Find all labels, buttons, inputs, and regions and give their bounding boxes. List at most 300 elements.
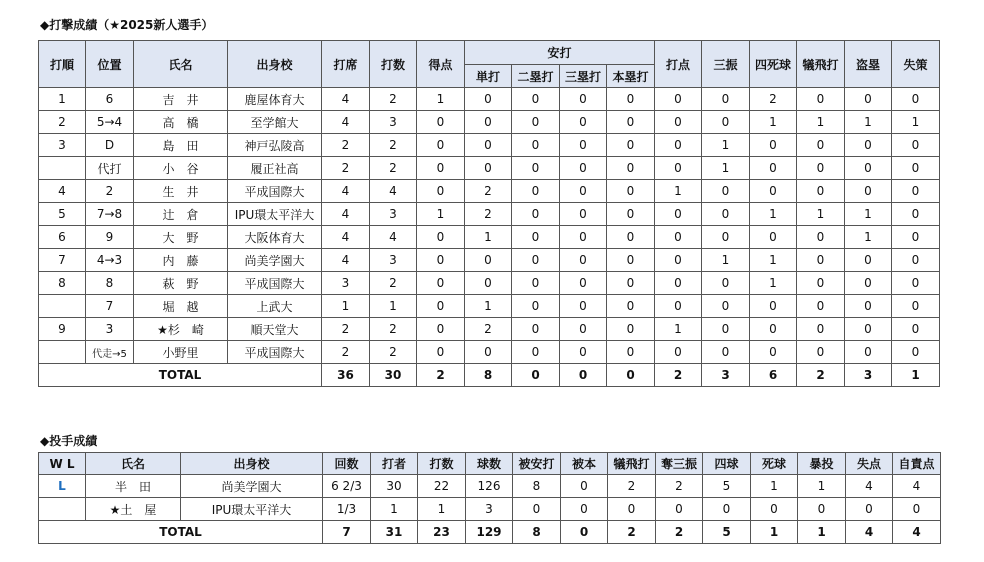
error-cell: 0 (892, 226, 940, 249)
hr-cell: 0 (607, 249, 655, 272)
order-cell: 3 (39, 134, 86, 157)
sb-cell: 1 (845, 111, 892, 134)
batter-row (39, 249, 940, 272)
batter-row (39, 157, 940, 180)
sb-cell: 0 (845, 88, 892, 111)
er-cell: 0 (893, 498, 941, 521)
header-runs: 得点 (417, 41, 465, 88)
sb-cell: 1 (845, 203, 892, 226)
rbi-cell: 0 (655, 111, 702, 134)
school-cell: IPU環太平洋大 (181, 498, 323, 521)
bb-cell: 0 (750, 341, 797, 364)
ab-cell: 3 (370, 203, 417, 226)
header-double: 二塁打 (512, 65, 560, 88)
name-cell: ★土 屋 (86, 498, 181, 521)
double-cell: 0 (512, 157, 560, 180)
hr-cell: 0 (607, 203, 655, 226)
rbi-cell: 0 (655, 157, 702, 180)
ab-cell: 4 (370, 226, 417, 249)
header-rbi: 打点 (655, 41, 702, 88)
bb-cell: 0 (750, 318, 797, 341)
ab-cell: 1 (370, 295, 417, 318)
total-cell: 1 (892, 364, 940, 387)
so-cell: 1 (702, 249, 750, 272)
triple-cell: 0 (560, 272, 607, 295)
position-cell: D (86, 134, 134, 157)
single-cell: 0 (465, 272, 512, 295)
bb-cell: 5 (703, 475, 751, 498)
sac-cell: 1 (797, 203, 845, 226)
runs-cell: 0 (846, 498, 893, 521)
triple-cell: 0 (560, 111, 607, 134)
hbp-cell: 0 (751, 498, 798, 521)
school-cell: 履正社高 (228, 157, 322, 180)
sb-cell: 0 (845, 318, 892, 341)
runs-cell: 0 (417, 111, 465, 134)
pa-cell: 2 (322, 157, 370, 180)
batting-stats-table (38, 40, 940, 387)
total-cell: 3 (702, 364, 750, 387)
triple-cell: 0 (560, 341, 607, 364)
runs-cell: 0 (417, 249, 465, 272)
hr-cell: 0 (607, 341, 655, 364)
batter-row (39, 295, 940, 318)
innings-cell: 1/3 (323, 498, 371, 521)
hr-cell: 0 (607, 226, 655, 249)
position-cell: 8 (86, 272, 134, 295)
header-innings: 回数 (323, 453, 371, 475)
sb-cell: 1 (845, 226, 892, 249)
pitching-total-row (39, 521, 941, 544)
total-cell: 3 (845, 364, 892, 387)
batter-row (39, 272, 940, 295)
single-cell: 1 (465, 295, 512, 318)
sac-cell: 0 (797, 272, 845, 295)
order-cell: 8 (39, 272, 86, 295)
double-cell: 0 (512, 134, 560, 157)
error-cell: 0 (892, 180, 940, 203)
batter-row (39, 134, 940, 157)
error-cell: 0 (892, 134, 940, 157)
hr-cell: 0 (561, 498, 608, 521)
ab-cell: 2 (370, 157, 417, 180)
triple-cell: 0 (560, 88, 607, 111)
position-cell: 代走→5 (86, 341, 134, 364)
header-sacrifices: 犠飛打 (797, 41, 845, 88)
single-cell: 1 (465, 226, 512, 249)
header-single: 単打 (465, 65, 512, 88)
order-cell: 7 (39, 249, 86, 272)
batter-row (39, 203, 940, 226)
triple-cell: 0 (560, 134, 607, 157)
pa-cell: 2 (322, 134, 370, 157)
runs-cell: 0 (417, 295, 465, 318)
so-cell: 0 (702, 88, 750, 111)
pa-cell: 1 (322, 295, 370, 318)
hr-cell: 0 (607, 180, 655, 203)
bb-cell: 0 (750, 180, 797, 203)
total-cell: 4 (846, 521, 893, 544)
runs-cell: 0 (417, 157, 465, 180)
sac-cell: 0 (797, 341, 845, 364)
total-label: TOTAL (39, 364, 322, 387)
header-school: 出身校 (228, 41, 322, 88)
school-cell: 至学館大 (228, 111, 322, 134)
pa-cell: 4 (322, 111, 370, 134)
position-cell: 6 (86, 88, 134, 111)
bf-cell: 30 (371, 475, 418, 498)
school-cell: 順天堂大 (228, 318, 322, 341)
name-cell: 生 井 (134, 180, 228, 203)
sac-cell: 0 (797, 180, 845, 203)
header-batters-faced: 打者 (371, 453, 418, 475)
single-cell: 0 (465, 111, 512, 134)
name-cell: 小 谷 (134, 157, 228, 180)
total-cell: 2 (655, 364, 702, 387)
total-cell: 5 (703, 521, 751, 544)
rbi-cell: 0 (655, 249, 702, 272)
rbi-cell: 0 (655, 272, 702, 295)
position-cell: 3 (86, 318, 134, 341)
school-cell: 鹿屋体育大 (228, 88, 322, 111)
position-cell: 4→3 (86, 249, 134, 272)
header-order: 打順 (39, 41, 86, 88)
header-hits-allowed: 被安打 (513, 453, 561, 475)
order-cell (39, 157, 86, 180)
name-cell: 大 野 (134, 226, 228, 249)
name-cell: 高 橋 (134, 111, 228, 134)
header-walks: 四球 (703, 453, 751, 475)
pa-cell: 3 (322, 272, 370, 295)
single-cell: 0 (465, 134, 512, 157)
single-cell: 0 (465, 157, 512, 180)
order-cell: 2 (39, 111, 86, 134)
double-cell: 0 (512, 272, 560, 295)
rbi-cell: 1 (655, 318, 702, 341)
wp-cell: 0 (798, 498, 846, 521)
position-cell: 9 (86, 226, 134, 249)
total-cell: 2 (608, 521, 656, 544)
sac-cell: 0 (797, 88, 845, 111)
pa-cell: 2 (322, 318, 370, 341)
ab-cell: 2 (370, 341, 417, 364)
error-cell: 0 (892, 249, 940, 272)
triple-cell: 0 (560, 318, 607, 341)
runs-cell: 0 (417, 226, 465, 249)
total-cell: 8 (513, 521, 561, 544)
pa-cell: 4 (322, 249, 370, 272)
school-cell: 尚美学園大 (181, 475, 323, 498)
triple-cell: 0 (560, 180, 607, 203)
hr-cell: 0 (607, 157, 655, 180)
header-sacrifices: 犠飛打 (608, 453, 656, 475)
bb-cell: 0 (750, 295, 797, 318)
double-cell: 0 (512, 180, 560, 203)
sac-cell: 0 (797, 295, 845, 318)
header-home-run: 本塁打 (607, 65, 655, 88)
school-cell: 平成国際大 (228, 341, 322, 364)
batter-row (39, 318, 940, 341)
order-cell: 1 (39, 88, 86, 111)
triple-cell: 0 (560, 226, 607, 249)
so-cell: 0 (702, 341, 750, 364)
error-cell: 0 (892, 318, 940, 341)
total-cell: 2 (656, 521, 703, 544)
double-cell: 0 (512, 249, 560, 272)
sac-cell: 2 (608, 475, 656, 498)
triple-cell: 0 (560, 249, 607, 272)
school-cell: 平成国際大 (228, 180, 322, 203)
total-label: TOTAL (39, 521, 323, 544)
bf-cell: 1 (371, 498, 418, 521)
runs-cell: 0 (417, 272, 465, 295)
header-stolen-bases: 盗塁 (845, 41, 892, 88)
header-home-runs-allowed: 被本 (561, 453, 608, 475)
pitches-cell: 126 (466, 475, 513, 498)
total-cell: 31 (371, 521, 418, 544)
wp-cell: 1 (798, 475, 846, 498)
header-earned-runs: 自責点 (893, 453, 941, 475)
runs-cell: 0 (417, 180, 465, 203)
school-cell: 尚美学園大 (228, 249, 322, 272)
double-cell: 0 (512, 226, 560, 249)
position-cell: 5→4 (86, 111, 134, 134)
total-cell: 8 (465, 364, 512, 387)
ab-cell: 4 (370, 180, 417, 203)
total-cell: 6 (750, 364, 797, 387)
so-cell: 0 (702, 226, 750, 249)
sac-cell: 1 (797, 111, 845, 134)
hr-cell: 0 (607, 318, 655, 341)
error-cell: 1 (892, 111, 940, 134)
sb-cell: 0 (845, 295, 892, 318)
error-cell: 0 (892, 272, 940, 295)
rbi-cell: 0 (655, 341, 702, 364)
bb-cell: 1 (750, 203, 797, 226)
sac-cell: 0 (797, 134, 845, 157)
so-cell: 0 (656, 498, 703, 521)
ab-cell: 2 (370, 134, 417, 157)
total-cell: 36 (322, 364, 370, 387)
position-cell: 2 (86, 180, 134, 203)
header-win-loss: W L (39, 453, 86, 475)
double-cell: 0 (512, 88, 560, 111)
pa-cell: 4 (322, 226, 370, 249)
hr-cell: 0 (561, 475, 608, 498)
header-hit-by-pitch: 死球 (751, 453, 798, 475)
header-strikeouts: 三振 (702, 41, 750, 88)
ab-cell: 2 (370, 318, 417, 341)
runs-cell: 0 (417, 341, 465, 364)
runs-cell: 1 (417, 88, 465, 111)
ab-cell: 1 (418, 498, 466, 521)
rbi-cell: 0 (655, 226, 702, 249)
pitching-stats-table (38, 452, 941, 544)
sb-cell: 0 (845, 341, 892, 364)
school-cell: 大阪体育大 (228, 226, 322, 249)
header-name: 氏名 (134, 41, 228, 88)
win-loss-cell (39, 498, 86, 521)
total-cell: 129 (466, 521, 513, 544)
ab-cell: 3 (370, 111, 417, 134)
double-cell: 0 (512, 318, 560, 341)
order-cell: 9 (39, 318, 86, 341)
rbi-cell: 0 (655, 203, 702, 226)
position-cell: 7→8 (86, 203, 134, 226)
sac-cell: 0 (608, 498, 656, 521)
header-at-bats: 打数 (370, 41, 417, 88)
hits-cell: 8 (513, 475, 561, 498)
header-hits-group: 安打 (465, 41, 655, 65)
ab-cell: 22 (418, 475, 466, 498)
batting-total-row (39, 364, 940, 387)
pa-cell: 4 (322, 203, 370, 226)
header-runs-allowed: 失点 (846, 453, 893, 475)
sb-cell: 0 (845, 134, 892, 157)
er-cell: 4 (893, 475, 941, 498)
order-cell: 4 (39, 180, 86, 203)
double-cell: 0 (512, 341, 560, 364)
rbi-cell: 0 (655, 295, 702, 318)
name-cell: 吉 井 (134, 88, 228, 111)
single-cell: 2 (465, 318, 512, 341)
bb-cell: 1 (750, 111, 797, 134)
error-cell: 0 (892, 88, 940, 111)
header-strikeouts: 奪三振 (656, 453, 703, 475)
hits-cell: 0 (513, 498, 561, 521)
so-cell: 0 (702, 203, 750, 226)
total-cell: 2 (797, 364, 845, 387)
so-cell: 1 (702, 157, 750, 180)
hr-cell: 0 (607, 295, 655, 318)
single-cell: 2 (465, 180, 512, 203)
single-cell: 0 (465, 249, 512, 272)
ab-cell: 2 (370, 88, 417, 111)
header-school: 出身校 (181, 453, 323, 475)
single-cell: 2 (465, 203, 512, 226)
sac-cell: 0 (797, 249, 845, 272)
hr-cell: 0 (607, 111, 655, 134)
total-cell: 30 (370, 364, 417, 387)
innings-cell: 6 2/3 (323, 475, 371, 498)
order-cell: 5 (39, 203, 86, 226)
error-cell: 0 (892, 157, 940, 180)
bb-cell: 1 (750, 249, 797, 272)
batter-row (39, 180, 940, 203)
so-cell: 0 (702, 180, 750, 203)
sb-cell: 0 (845, 180, 892, 203)
total-cell: 23 (418, 521, 466, 544)
batter-row (39, 341, 940, 364)
runs-cell: 0 (417, 318, 465, 341)
hr-cell: 0 (607, 88, 655, 111)
batter-row (39, 88, 940, 111)
header-errors: 失策 (892, 41, 940, 88)
name-cell: 島 田 (134, 134, 228, 157)
school-cell: 神戸弘陵高 (228, 134, 322, 157)
school-cell: 上武大 (228, 295, 322, 318)
total-cell: 7 (323, 521, 371, 544)
bb-cell: 1 (750, 272, 797, 295)
header-at-bats: 打数 (418, 453, 466, 475)
pitches-cell: 3 (466, 498, 513, 521)
error-cell: 0 (892, 203, 940, 226)
name-cell: 辻 倉 (134, 203, 228, 226)
runs-cell: 0 (417, 134, 465, 157)
position-cell: 7 (86, 295, 134, 318)
triple-cell: 0 (560, 203, 607, 226)
sb-cell: 0 (845, 249, 892, 272)
header-pitches: 球数 (466, 453, 513, 475)
win-loss-cell: L (39, 475, 86, 498)
pitcher-row (39, 498, 941, 521)
header-name: 氏名 (86, 453, 181, 475)
total-cell: 0 (512, 364, 560, 387)
bb-cell: 0 (703, 498, 751, 521)
error-cell: 0 (892, 341, 940, 364)
pa-cell: 4 (322, 88, 370, 111)
pa-cell: 4 (322, 180, 370, 203)
bb-cell: 0 (750, 157, 797, 180)
name-cell: 萩 野 (134, 272, 228, 295)
hr-cell: 0 (607, 134, 655, 157)
bb-cell: 2 (750, 88, 797, 111)
so-cell: 1 (702, 134, 750, 157)
hbp-cell: 1 (751, 475, 798, 498)
header-position: 位置 (86, 41, 134, 88)
ab-cell: 2 (370, 272, 417, 295)
error-cell: 0 (892, 295, 940, 318)
order-cell (39, 295, 86, 318)
name-cell: 小野里 (134, 341, 228, 364)
double-cell: 0 (512, 111, 560, 134)
double-cell: 0 (512, 295, 560, 318)
so-cell: 0 (702, 318, 750, 341)
name-cell: 半 田 (86, 475, 181, 498)
school-cell: 平成国際大 (228, 272, 322, 295)
batter-row (39, 226, 940, 249)
single-cell: 0 (465, 88, 512, 111)
runs-cell: 4 (846, 475, 893, 498)
rbi-cell: 1 (655, 180, 702, 203)
order-cell (39, 341, 86, 364)
position-cell: 代打 (86, 157, 134, 180)
so-cell: 0 (702, 272, 750, 295)
batter-row (39, 111, 940, 134)
hr-cell: 0 (607, 272, 655, 295)
order-cell: 6 (39, 226, 86, 249)
total-cell: 0 (561, 521, 608, 544)
header-wild-pitches: 暴投 (798, 453, 846, 475)
header-walks: 四死球 (750, 41, 797, 88)
sac-cell: 0 (797, 226, 845, 249)
single-cell: 0 (465, 341, 512, 364)
sb-cell: 0 (845, 272, 892, 295)
pitcher-row (39, 475, 941, 498)
triple-cell: 0 (560, 295, 607, 318)
sb-cell: 0 (845, 157, 892, 180)
total-cell: 4 (893, 521, 941, 544)
name-cell: ★杉 崎 (134, 318, 228, 341)
so-cell: 2 (656, 475, 703, 498)
name-cell: 堀 越 (134, 295, 228, 318)
total-cell: 2 (417, 364, 465, 387)
pa-cell: 2 (322, 341, 370, 364)
so-cell: 0 (702, 111, 750, 134)
so-cell: 0 (702, 295, 750, 318)
bb-cell: 0 (750, 226, 797, 249)
total-cell: 0 (560, 364, 607, 387)
